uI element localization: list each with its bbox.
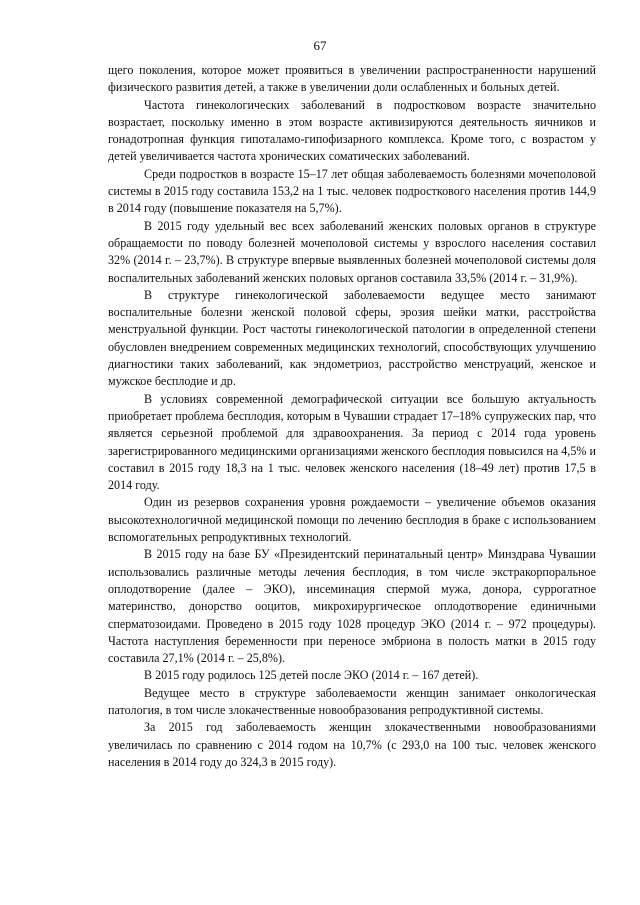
body-text <box>108 62 596 771</box>
paragraph-oncology: Ведущее место в структуре заболеваемости женщин занимает онкологическая патология, в том числе злокачественные новообразования репродуктивной системы. <box>108 685 596 717</box>
paragraph-eco-births: В 2015 году родилось 125 детей после ЭКО (2014 г. – 167 детей). <box>144 668 479 683</box>
paragraph-adolescent-morbidity: Среди подростков в возрасте 15–17 лет общая заболеваемость болезнями мочеполовой системы в 2015 году составила 153,2 на 1 тыс. человек подросткового населения против 144,9 в 2014 году (повышение показателя на 5,7%). <box>108 166 596 216</box>
paragraph-perinatal-center: В 2015 году на базе БУ «Президентский перинатальный центр» Минздрава Чувашии использовались различные методы лечения бесплодия, в том числе экстракорпоральное оплодотворение (далее – ЭКО), инсеминация спермой мужа, донора, суррогатное материнство, донорство ооцитов, микрохирургическое оплодотворение единичными сперматозоидами. Проведено в 2015 году 1028 процедур ЭКО (2014 г. – 972 процедуры). Частота наступления беременности при переносе эмбриона в полость матки в 2015 году составила 27,1% (2014 г. – 25,8%). <box>108 547 596 666</box>
paragraph-gynecological-structure: В структуре гинекологической заболеваемости ведущее место занимают воспалительные болезни женской половой сферы, эрозия шейки матки, расстройства менструальной функции. Рост частоты гинекологической патологии в определенной степени обусловлен внедрением современных медицинских технологий, способствующих улучшению диагностики таких заболеваний, как эндометриоз, расстройство менструаций, женское и мужское бесплодие и др. <box>108 287 596 389</box>
page-number: 67 <box>313 38 327 53</box>
paragraph-cancer-incidence: За 2015 год заболеваемость женщин злокачественными новообразованиями увеличилась по сравнению с 2014 годом на 10,7% (с 293,0 на 100 тыс. человек женского населения в 2014 году до 324,3 в 2015 году). <box>108 720 596 769</box>
paragraph-infertility-problem: В условиях современной демографической ситуации все большую актуальность приобретает проблема бесплодия, которым в Чувашии страдает 17–18% супружеских пар, что является серьезной проблемой для здравоохранения. За период с 2014 года уровень зарегистрированного медицинскими организациями женского бесплодия повысился на 4,5% и составил в 2015 году 18,3 на 1 тыс. человек женского населения (18–49 лет) против 17,5 в 2014 году. <box>108 391 596 493</box>
paragraph-female-organ-share: В 2015 году удельный вес всех заболеваний женских половых органов в структуре обращаемости по поводу болезней мочеполовой системы у взрослого населения составил 32% (2014 г. – 23,7%). В структуре впервые выявленных болезней мочеполовой системы доля воспалительных заболеваний женских половых органов составила 33,5% (2014 г. – 31,9%). <box>108 218 596 285</box>
paragraph-birth-rate-reserve: Один из резервов сохранения уровня рождаемости – увеличение объемов оказания высокотехнологичной медицинской помощи по лечению бесплодия в браке с использованием вспомогательных репродуктивных технологий. <box>108 495 596 545</box>
paragraph-gynecological-frequency: Частота гинекологических заболеваний в подростковом возрасте значительно возрастает, поскольку именно в этом возрасте активизируются деятельность яичников и гонадотропная функция гипоталамо-гипофизарного комплекса. Кроме того, с возрастом у детей увеличивается частота хронических соматических заболеваний. <box>108 97 596 164</box>
paragraph-continuation: щего поколения, которое может проявиться в увеличении распространенности нарушений физического развития детей, а также в увеличении доли ослабленных и больных детей. <box>108 63 596 95</box>
